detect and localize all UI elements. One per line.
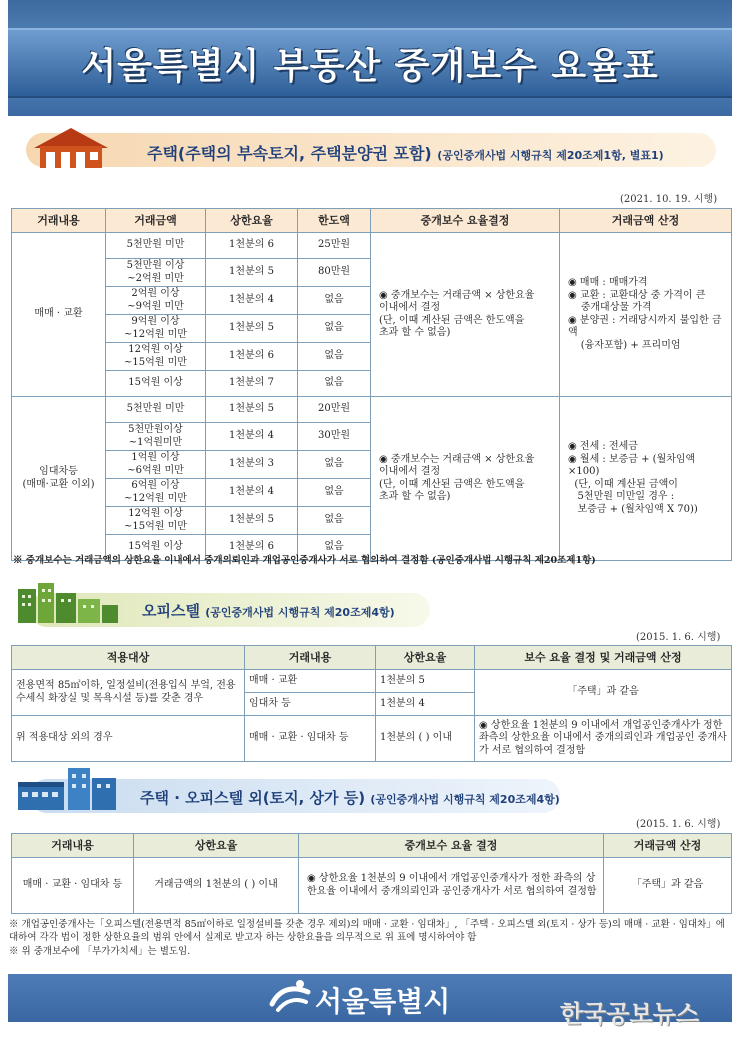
decision-cell: ◉ 상한요율 1천분의 9 이내에서 개업공인중개사가 정한 좌측의 상한요율 이내에서 중개의뢰인과 공인중개사가 서로 협의하여 결정함 <box>299 858 604 914</box>
footnote: ※ 개업공인중개사는「오피스텔(전용면적 85㎡이하로 일정설비를 갖춘 경우 제외)의 매매 · 교환 · 임대차」, 「주택 · 오피스텔 외(토지 · 상가 등)의 매매 · 교환 · 임대차」에 대하여 각각 법이 정한 상한요율의 범위 안에서 실제로 받고자 하는 상한요율을 의무적으로 위 표에 명시하여야 함 <box>9 919 725 943</box>
limit-cell: 없음 <box>298 535 371 561</box>
rate-cell: 1천분의 4 <box>206 423 298 451</box>
amount-cell: 12억원 이상 ~15억원 미만 <box>106 343 206 371</box>
watermark: 한국공보뉴스 <box>560 1000 700 1028</box>
table-header-row <box>12 209 732 233</box>
table-header-row <box>12 834 732 858</box>
amount-cell: 5천만원 이상 ~2억원 미만 <box>106 259 206 287</box>
rate-cell: 1천분의 5 <box>206 315 298 343</box>
table-row <box>12 397 732 423</box>
officetel-fee-table <box>11 645 732 762</box>
limit-cell: 없음 <box>298 371 371 397</box>
col-header: 거래금액 <box>106 209 206 233</box>
limit-cell: 없음 <box>298 315 371 343</box>
limit-cell: 없음 <box>298 287 371 315</box>
deal-cell: 매매 · 교환 · 임대차 등 <box>12 858 134 914</box>
rate-cell: 1천분의 6 <box>206 233 298 259</box>
lease-decision: ◉ 중개보수는 거래금액 × 상한요율 이내에서 결정 (단, 이때 계산된 금액은 한도액을 초과 할 수 없음) <box>371 397 560 561</box>
rate-cell: 1천분의 5 <box>206 259 298 287</box>
amount-cell: 15억원 이상 <box>106 371 206 397</box>
target-cell: 위 적용대상 외의 경우 <box>12 716 245 762</box>
deal-cell: 매매 · 교환 · 임대차 등 <box>245 716 376 762</box>
col-header: 중개보수 요율결정 <box>371 209 560 233</box>
limit-cell: 없음 <box>298 479 371 507</box>
amount-cell: 5천만원이상 ~1억원미만 <box>106 423 206 451</box>
rate-cell: 1천분의 4 <box>206 287 298 315</box>
housing-fee-table <box>11 208 732 561</box>
amount-cell: 6억원 이상 ~12억원 미만 <box>106 479 206 507</box>
col-header: 상한요율 <box>134 834 299 858</box>
section3-title <box>140 787 560 808</box>
section2-law: (공인중개사법 시행규칙 제20조제4항) <box>205 606 395 619</box>
section1-date: (2021. 10. 19. 시행) <box>620 194 718 205</box>
rate-cell: 1천분의 7 <box>206 371 298 397</box>
lease-label: 임대차등 (매매·교환 이외) <box>12 397 106 561</box>
limit-cell: 80만원 <box>298 259 371 287</box>
table-row <box>12 858 732 914</box>
rate-cell: 1천분의 4 <box>206 479 298 507</box>
section1-title <box>147 141 664 164</box>
amount-cell: 9억원 이상 ~12억원 미만 <box>106 315 206 343</box>
deal-cell: 임대차 등 <box>245 693 376 716</box>
section3-law: (공인중개사법 시행규칙 제20조제4항) <box>370 793 560 806</box>
table-row <box>12 670 732 693</box>
commercial-building-icon <box>16 768 122 812</box>
limit-cell: 없음 <box>298 343 371 371</box>
col-header: 거래내용 <box>12 834 134 858</box>
limit-cell: 30만원 <box>298 423 371 451</box>
amount-cell: 2억원 이상 ~9억원 미만 <box>106 287 206 315</box>
section3-date: (2015. 1. 6. 시행) <box>636 819 721 830</box>
rate-cell: 1천분의 4 <box>376 693 475 716</box>
col-header: 중개보수 요율 결정 <box>299 834 604 858</box>
amount-cell: 1억원 이상 ~6억원 미만 <box>106 451 206 479</box>
footnote: ※ 위 중개보수에 「부가가치세」는 별도임. <box>9 946 191 957</box>
rate-cell: 1천분의 5 <box>206 397 298 423</box>
deal-cell: 매매 · 교환 <box>245 670 376 693</box>
limit-cell: 없음 <box>298 507 371 535</box>
amount-cell: 5천만원 미만 <box>106 397 206 423</box>
amount-cell: 5천만원 미만 <box>106 233 206 259</box>
col-header: 한도액 <box>298 209 371 233</box>
col-header: 보수 요율 결정 및 거래금액 산정 <box>475 646 732 670</box>
page-title: 서울특별시 부동산 중개보수 요율표 <box>81 46 659 87</box>
section2-date: (2015. 1. 6. 시행) <box>636 632 721 643</box>
land-commercial-fee-table <box>11 833 732 914</box>
sale-decision: ◉ 중개보수는 거래금액 × 상한요율 이내에서 결정 (단, 이때 계산된 금액은 한도액을 초과 할 수 없음) <box>371 233 560 397</box>
table-row <box>12 716 732 762</box>
decision-cell: ◉ 상한요율 1천분의 9 이내에서 개업공인중개사가 정한 좌측의 상한요율 이내에서 중개의뢰인과 개업공인 중개사가 서로 협의하여 결정함 <box>475 716 732 762</box>
limit-cell: 20만원 <box>298 397 371 423</box>
rate-cell: 1천분의 3 <box>206 451 298 479</box>
target-cell: 전용면적 85㎡이하, 일정설비(전용입식 부엌, 전용 수세식 화장실 및 목욕시설 등)를 갖춘 경우 <box>12 670 245 716</box>
col-header: 상한요율 <box>206 209 298 233</box>
limit-cell: 25만원 <box>298 233 371 259</box>
rate-cell: 1천분의 5 <box>206 507 298 535</box>
limit-cell: 없음 <box>298 451 371 479</box>
lease-calc: ◉ 전세 : 전세금 ◉ 월세 : 보증금 + (월차임액 ×100) (단, 이때 계산된 금액이 5천만원 미만일 경우 : 보증금 + (월차임액 X 70)) <box>560 397 732 561</box>
sale-label: 매매 · 교환 <box>12 233 106 397</box>
section2-title-text: 오피스텔 <box>142 602 200 620</box>
rate-cell: 1천분의 ( ) 이내 <box>376 716 475 762</box>
col-header: 거래금액 산정 <box>560 209 732 233</box>
col-header: 적용대상 <box>12 646 245 670</box>
col-header: 거래내용 <box>12 209 106 233</box>
section2-title <box>142 600 395 621</box>
table-header-row <box>12 646 732 670</box>
rate-cell: 1천분의 6 <box>206 343 298 371</box>
col-header: 상한요율 <box>376 646 475 670</box>
sale-calc: ◉ 매매 : 매매가격 ◉ 교환 : 교환대상 중 가격이 큰 중개대상물 가격 ◉ 분양권 : 거래당시까지 불입한 금액 (융자포함) + 프리미엄 <box>560 233 732 397</box>
col-header: 거래내용 <box>245 646 376 670</box>
table-row <box>12 233 732 259</box>
section1-note: ※ 중개보수는 거래금액의 상한요율 이내에서 중개의뢰인과 개업공인중개사가 서로 협의하여 결정함 (공인중개사법 시행규칙 제20조제1항) <box>13 555 596 566</box>
section3-title-text: 주택 · 오피스텔 외(토지, 상가 등) <box>140 789 366 807</box>
section1-law: (공인중개사법 시행규칙 제20조제1항, 별표1) <box>437 149 664 162</box>
office-building-icon <box>16 583 120 625</box>
same-as-housing: 「주택」과 같음 <box>475 670 732 716</box>
house-icon <box>30 126 112 170</box>
section1-title-text: 주택(주택의 부속토지, 주택분양권 포함) <box>147 144 432 163</box>
calc-cell: 「주택」과 같음 <box>604 858 732 914</box>
rate-cell: 거래금액의 1천분의 ( ) 이내 <box>134 858 299 914</box>
amount-cell: 12억원 이상 ~15억원 미만 <box>106 507 206 535</box>
footer-org-name: 서울특별시 <box>315 985 451 1018</box>
seoul-logo-icon <box>268 978 312 1014</box>
rate-cell: 1천분의 5 <box>376 670 475 693</box>
col-header: 거래금액 산정 <box>604 834 732 858</box>
amount-cell: 15억원 이상 <box>106 535 206 561</box>
rate-cell: 1천분의 6 <box>206 535 298 561</box>
